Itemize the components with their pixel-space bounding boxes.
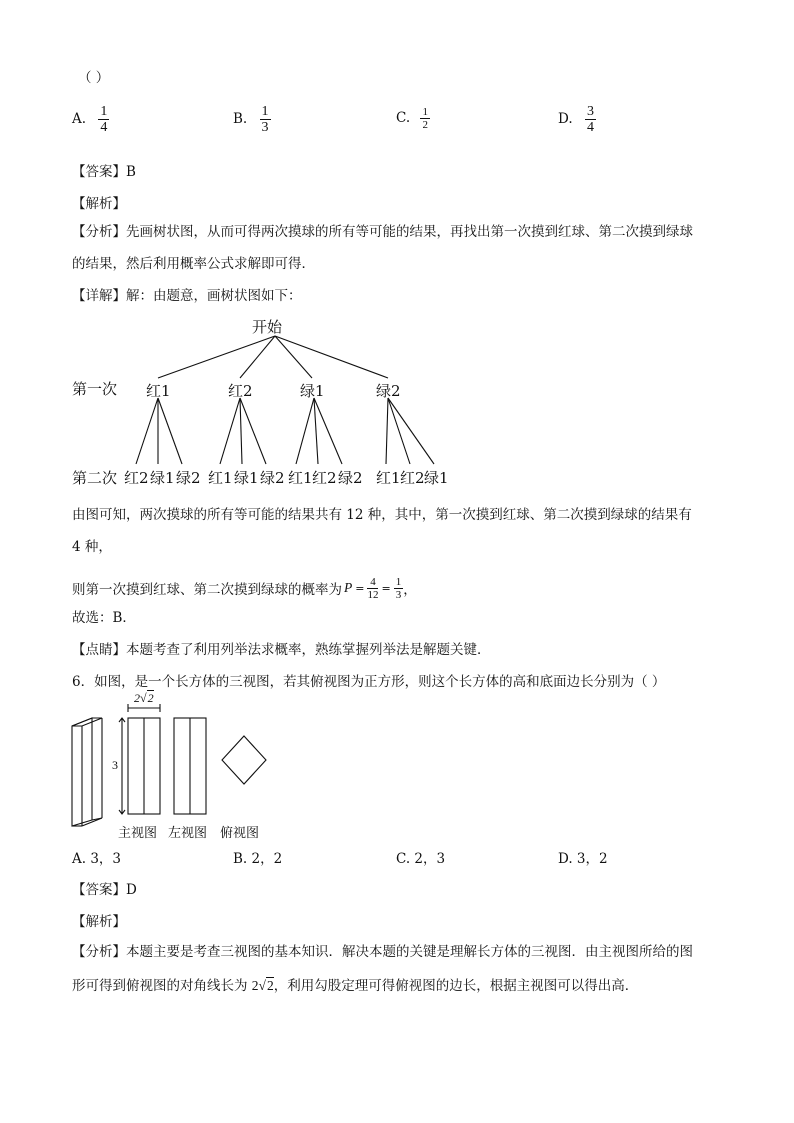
- q6-option-a: A. 3，3: [72, 851, 122, 867]
- tree-leaf: 绿1: [150, 469, 175, 487]
- tree-node: 绿2: [376, 382, 401, 400]
- analysis-heading: 【解析】: [72, 196, 126, 212]
- tree-root: 开始: [252, 318, 283, 336]
- tree-leaf: 绿2: [338, 469, 363, 487]
- dim-top: 2√2: [134, 691, 154, 705]
- prob-symbol: P: [344, 580, 353, 595]
- q6-fenxi-line2: 形可得到俯视图的对角线长为 2√2，利用勾股定理可得俯视图的边长，根据主视图可以得出高．: [72, 978, 639, 994]
- sqrt-expression: 2√2: [251, 978, 274, 993]
- prob-fraction-2: $\frac{1}{3}$: [395, 575, 402, 601]
- tree-node: 绿1: [300, 382, 325, 400]
- dim-side: 3: [112, 758, 118, 772]
- option-d: [558, 104, 596, 135]
- option-letter: D.: [558, 111, 573, 127]
- option-c: [396, 106, 430, 131]
- tree-leaf: 红2: [124, 469, 149, 487]
- prob-fraction-1: $\frac{4}{12}$: [367, 575, 379, 601]
- view-label-left: 左视图: [168, 826, 208, 841]
- option-a: [72, 104, 109, 135]
- tree-node: 红1: [146, 382, 171, 400]
- tree-node: 红2: [228, 382, 253, 400]
- q6-stem: 6．如图，是一个长方体的三视图，若其俯视图为正方形，则这个长方体的高和底面边长分别为（ ）: [72, 674, 666, 690]
- tree-level1-label: 第一次: [72, 380, 118, 398]
- tree-leaf: 绿1: [234, 469, 259, 487]
- tree-level2-label: 第二次: [72, 469, 118, 487]
- tree-leaf: 绿1: [424, 469, 449, 487]
- dianjing-line: 【点睛】本题考查了利用列举法求概率，熟练掌握列举法是解题关键．: [72, 642, 491, 658]
- tree-diagram: [70, 316, 490, 491]
- xiangjie-line: 【详解】解：由题意，画树状图如下：: [72, 288, 302, 304]
- tree-leaf: 红2: [312, 469, 337, 487]
- view-label-front: 主视图: [118, 826, 158, 841]
- option-fraction: $\frac{1}{2}$: [422, 106, 428, 131]
- tree-lines: [70, 316, 490, 491]
- tree-leaf: 红1: [376, 469, 401, 487]
- option-letter: B.: [233, 111, 248, 127]
- option-letter: C.: [396, 110, 411, 126]
- choose-line: 故选：B．: [72, 610, 136, 626]
- three-view-drawing: [70, 692, 280, 842]
- q6-answer-line: 【答案】D: [72, 882, 137, 898]
- prob-eq: =: [355, 581, 365, 595]
- probability-line: [72, 568, 417, 608]
- tree-leaf: 绿2: [176, 469, 201, 487]
- tree-leaf: 红2: [400, 469, 425, 487]
- view-label-top: 俯视图: [220, 826, 260, 841]
- q6-option-c: C. 2，3: [396, 851, 446, 867]
- q6-option-d: D. 3，2: [558, 851, 608, 867]
- question-paren: （ ）: [78, 70, 110, 86]
- conclusion-line1: 由图可知，两次摸球的所有等可能的结果共有 12 种，其中，第一次摸到红球、第二次摸到绿球的结果有: [72, 507, 692, 523]
- fenxi-line2: 的结果，然后利用概率公式求解即可得．: [72, 256, 315, 272]
- q6-option-b: B. 2，2: [233, 851, 283, 867]
- conclusion-line2: 4 种，: [72, 539, 112, 555]
- tree-leaf: 红1: [208, 469, 233, 487]
- answer-line: 【答案】B: [72, 164, 136, 180]
- prob-text: 则第一次摸到红球、第二次摸到绿球的概率为: [72, 582, 342, 598]
- q6-analysis-heading: 【解析】: [72, 914, 126, 930]
- q6-fenxi-line1: 【分析】本题主要是考查三视图的基本知识．解决本题的关键是理解长方体的三视图．由主视图所给的图: [72, 944, 693, 960]
- tree-leaf: 红1: [288, 469, 313, 487]
- three-view-figure: [70, 692, 280, 842]
- prob-end: ，: [403, 582, 417, 598]
- prob-eq2: =: [381, 581, 391, 595]
- tree-leaf: 绿2: [260, 469, 285, 487]
- option-letter: A.: [72, 111, 87, 127]
- option-fraction: $\frac{1}{4}$: [100, 104, 108, 135]
- option-b: [233, 104, 271, 135]
- option-fraction: $\frac{3}{4}$: [586, 104, 594, 135]
- option-fraction: $\frac{1}{3}$: [261, 104, 269, 135]
- fenxi-line1: 【分析】先画树状图，从而可得两次摸球的所有等可能的结果，再找出第一次摸到红球、第二次摸到绿球: [72, 224, 693, 240]
